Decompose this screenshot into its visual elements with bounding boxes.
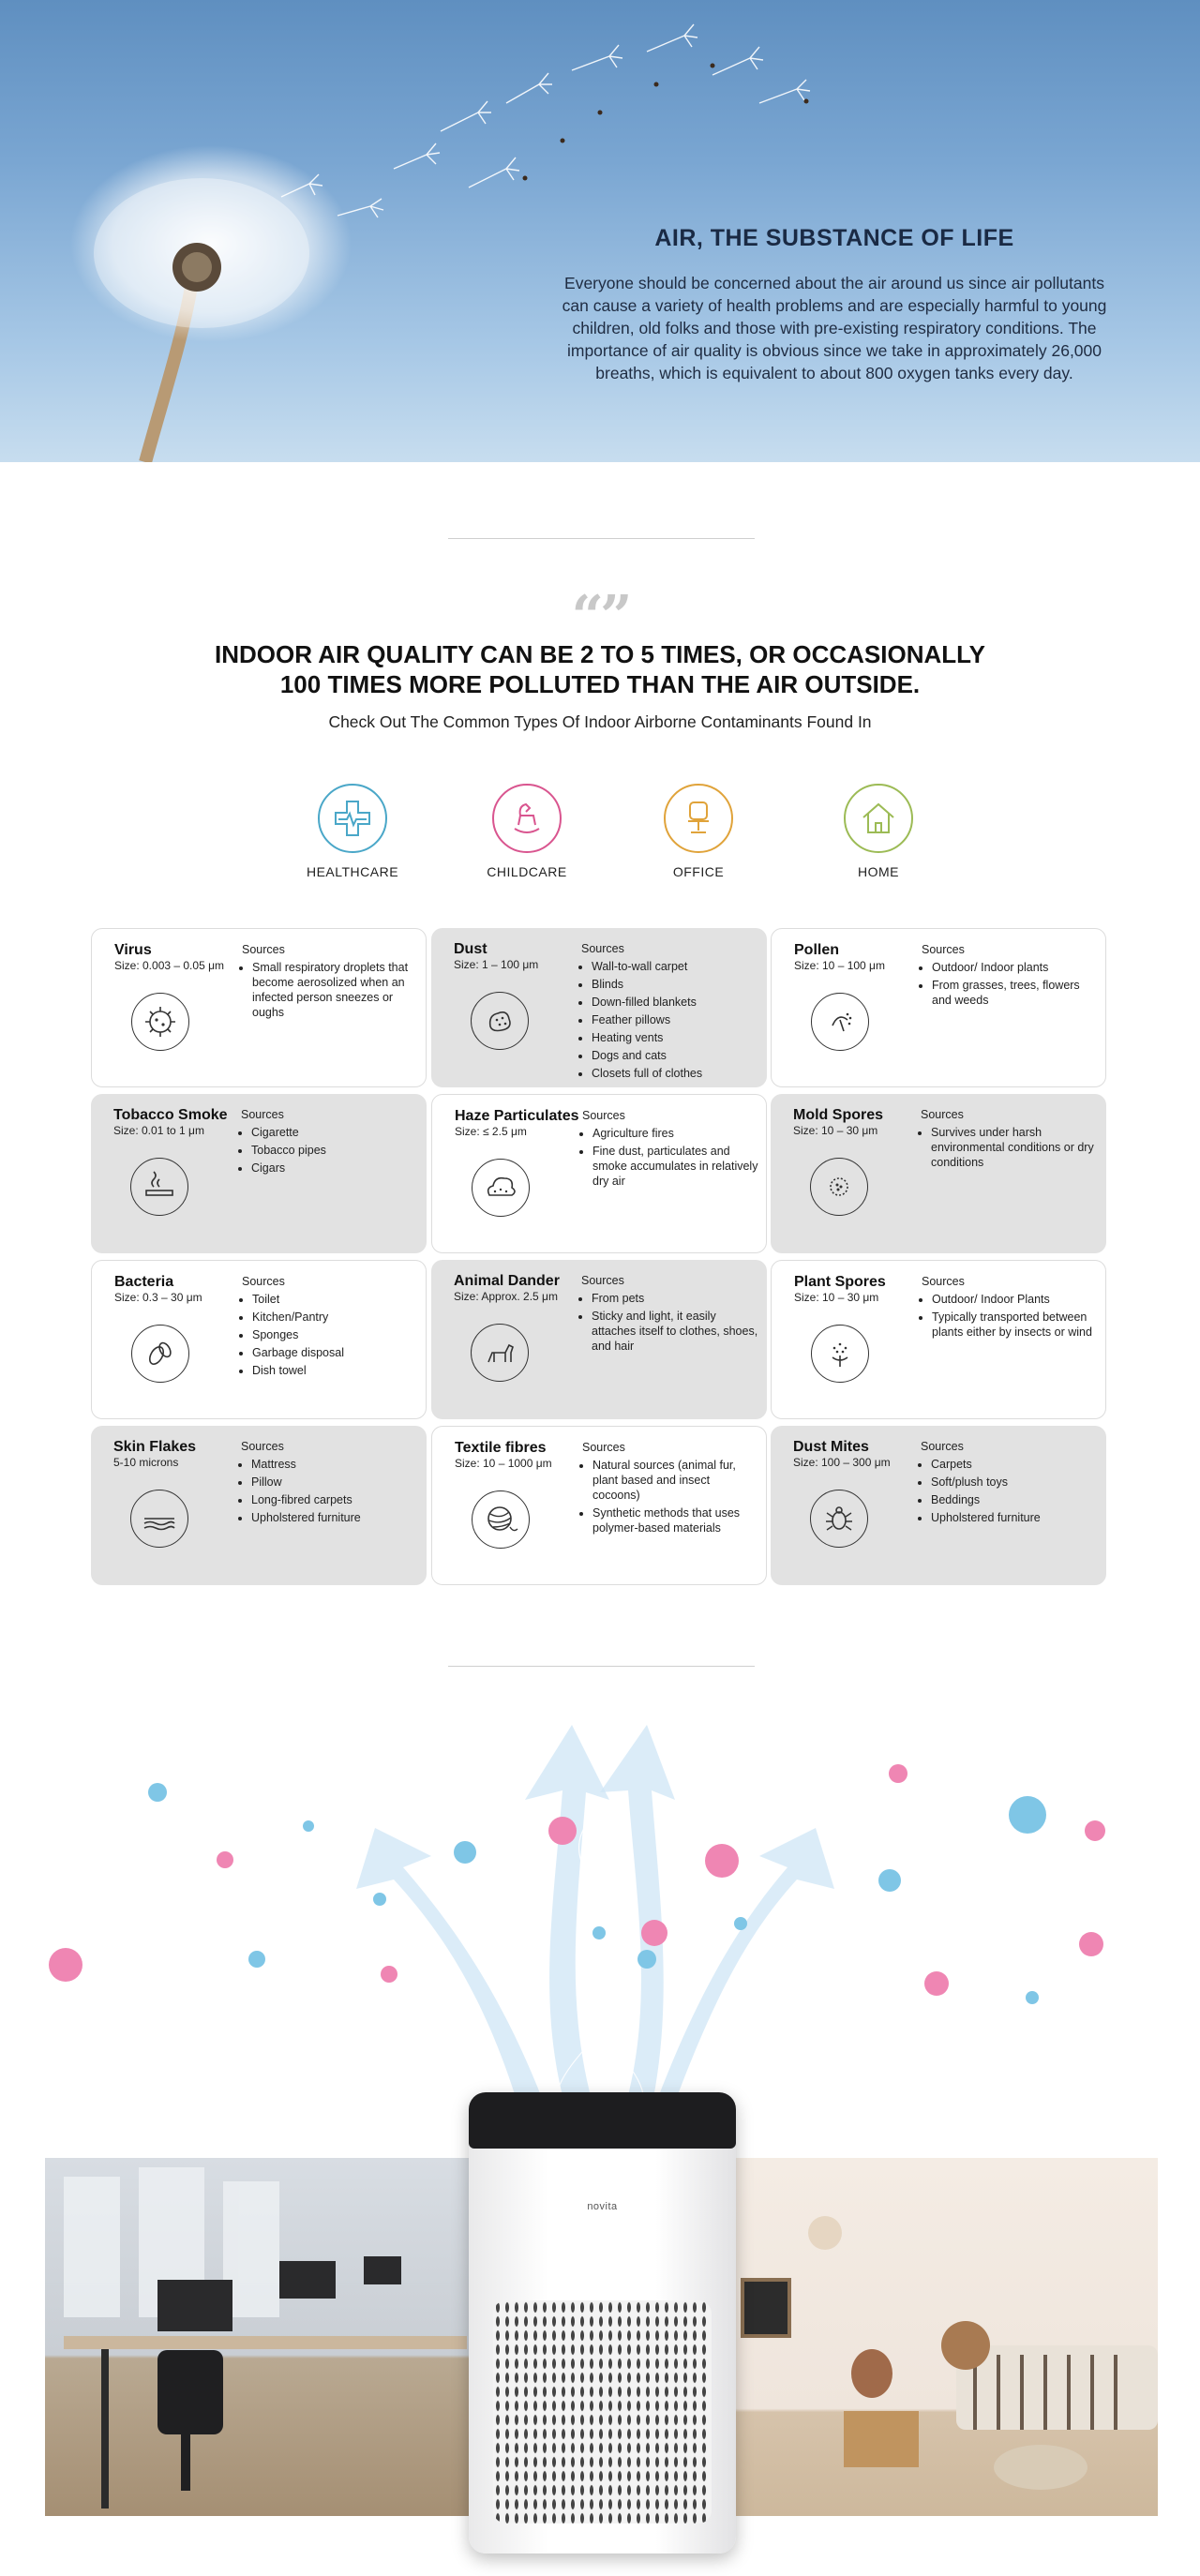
- contaminant-size: Size: 0.003 – 0.05 μm: [114, 959, 224, 972]
- source-item: • Cigarette: [251, 1125, 419, 1140]
- cigarette-icon: [130, 1158, 188, 1216]
- air-purifier: [469, 2092, 736, 2554]
- source-item: • Small respiratory droplets that become aerosolized when an infected person sneezes or oughs: [252, 960, 420, 1020]
- section-divider: [448, 538, 755, 539]
- place-healthcare: [287, 784, 418, 879]
- sources-block: [242, 942, 420, 1023]
- source-item: • From pets: [592, 1291, 759, 1306]
- source-item: • Toilet: [252, 1292, 420, 1307]
- pollen-icon: [811, 993, 869, 1051]
- source-item: • Natural sources (animal fur, plant based and insect cocoons): [592, 1458, 760, 1503]
- place-label: HOME: [858, 864, 899, 879]
- dust-mite-icon: [810, 1490, 868, 1548]
- plant-spore-icon: [811, 1325, 869, 1383]
- purifier-top-vent: [469, 2092, 736, 2149]
- sources-label: Sources: [242, 943, 285, 956]
- yarn-ball-icon: [472, 1490, 530, 1549]
- source-item: • Carpets: [931, 1457, 1099, 1472]
- sources-block: [582, 1440, 760, 1538]
- contaminant-size: Size: 10 – 1000 μm: [455, 1457, 552, 1470]
- section-subheadline: Check Out The Common Types Of Indoor Airborne Contaminants Found In: [328, 712, 872, 731]
- contaminant-size: Size: 0.01 to 1 μm: [113, 1124, 204, 1137]
- sources-block: [921, 1107, 1099, 1173]
- source-item: • Dogs and cats: [592, 1048, 759, 1063]
- contaminant-name: Pollen: [794, 942, 840, 958]
- office-chair-icon: [664, 784, 733, 853]
- contaminant-name: Plant Spores: [794, 1274, 886, 1290]
- hero-description: Everyone should be concerned about the air around us since air pollutants can cause a variety of health problems and are especially harmful to young children, old folks and those with pre-existing respiratory conditions. The importance of air quality is obvious since we take in approximately 26,000 breaths, which is equivalent to about 800 oxygen tanks every day.: [562, 274, 1107, 382]
- contaminant-size: Size: 100 – 300 μm: [793, 1456, 891, 1469]
- source-item: • Sponges: [252, 1327, 420, 1342]
- contaminant-name: Textile fibres: [455, 1440, 547, 1456]
- contaminant-name: Tobacco Smoke: [113, 1107, 228, 1123]
- dust-icon: [471, 992, 529, 1050]
- source-item: • Blinds: [592, 977, 759, 992]
- skin-layers-icon: [130, 1490, 188, 1548]
- haze-cloud-icon: [472, 1159, 530, 1217]
- source-item: • Sticky and light, it easily attaches itself to clothes, shoes, and hair: [592, 1309, 759, 1354]
- source-item: • Garbage disposal: [252, 1345, 420, 1360]
- source-item: • Closets full of clothes: [592, 1066, 759, 1081]
- house-icon: [844, 784, 913, 853]
- source-item: • Heating vents: [592, 1030, 759, 1045]
- source-item: • Agriculture fires: [592, 1126, 760, 1141]
- source-item: • Soft/plush toys: [931, 1475, 1099, 1490]
- virus-icon: [131, 993, 189, 1051]
- purifier-grille: [493, 2300, 712, 2524]
- sources-block: [921, 1439, 1099, 1528]
- contaminant-name: Mold Spores: [793, 1107, 884, 1123]
- contaminant-size: Size: 1 – 100 μm: [454, 958, 539, 971]
- contaminant-card-virus: [91, 928, 427, 1087]
- sources-block: [242, 1274, 420, 1381]
- sources-block: [241, 1107, 419, 1178]
- hero-title: AIR, THE SUBSTANCE OF LIFE: [654, 225, 1014, 251]
- contaminant-card-skin-flakes: [91, 1426, 427, 1585]
- sources-block: [241, 1439, 419, 1528]
- contaminant-name: Skin Flakes: [113, 1439, 197, 1455]
- contaminant-card-haze-particulates: [431, 1094, 767, 1253]
- source-item: • Long-fibred carpets: [251, 1492, 419, 1507]
- contaminant-card-plant-spores: [771, 1260, 1106, 1419]
- sources-label: Sources: [922, 943, 965, 956]
- contaminant-card-dust-mites: [771, 1426, 1106, 1585]
- section-divider: [448, 1666, 755, 1667]
- sources-block: [581, 941, 759, 1084]
- source-item: • Upholstered furniture: [931, 1510, 1099, 1525]
- source-item: • Synthetic methods that uses polymer-based materials: [592, 1505, 760, 1535]
- place-label: OFFICE: [672, 864, 725, 879]
- source-item: • Outdoor/ Indoor Plants: [932, 1292, 1100, 1307]
- purifier-visual: [0, 1687, 1200, 2576]
- source-item: • Beddings: [931, 1492, 1099, 1507]
- contaminant-name: Haze Particulates: [455, 1108, 579, 1124]
- medical-cross-icon: [318, 784, 387, 853]
- source-item: • Pillow: [251, 1475, 419, 1490]
- contaminant-card-bacteria: [91, 1260, 427, 1419]
- place-label: HEALTHCARE: [306, 864, 399, 879]
- source-item: • Outdoor/ Indoor plants: [932, 960, 1100, 975]
- sources-label: Sources: [922, 1275, 965, 1288]
- source-item: • Typically transported between plants either by insects or wind: [932, 1310, 1100, 1340]
- source-item: • Down-filled blankets: [592, 995, 759, 1010]
- source-item: • Upholstered furniture: [251, 1510, 419, 1525]
- sources-label: Sources: [582, 1109, 625, 1122]
- contaminant-size: Size: 0.3 – 30 μm: [114, 1291, 202, 1304]
- contaminant-name: Dust Mites: [793, 1439, 869, 1455]
- contaminant-card-pollen: [771, 928, 1106, 1087]
- hero-banner: [0, 0, 1200, 462]
- place-home: [813, 784, 944, 879]
- rocking-horse-icon: [492, 784, 562, 853]
- contaminant-size: 5-10 microns: [113, 1456, 179, 1469]
- sources-label: Sources: [921, 1108, 964, 1121]
- mold-spore-icon: [810, 1158, 868, 1216]
- office-scene-photo: [45, 2158, 471, 2516]
- contaminant-card-mold-spores: [771, 1094, 1106, 1253]
- sources-block: [922, 942, 1100, 1011]
- contaminant-size: Size: 10 – 30 μm: [793, 1124, 878, 1137]
- contaminant-card-dust: [431, 928, 767, 1087]
- bacteria-icon: [131, 1325, 189, 1383]
- source-item: • From grasses, trees, flowers and weeds: [932, 978, 1100, 1008]
- place-label: CHILDCARE: [487, 864, 567, 879]
- living-room-photo: [731, 2158, 1158, 2516]
- sources-block: [581, 1273, 759, 1356]
- source-item: • Mattress: [251, 1457, 419, 1472]
- contaminant-card-textile-fibres: [431, 1426, 767, 1585]
- sources-block: [922, 1274, 1100, 1342]
- sources-block: [582, 1108, 760, 1191]
- contaminant-size: Size: ≤ 2.5 μm: [455, 1125, 527, 1138]
- source-item: • Survives under harsh environmental conditions or dry conditions: [931, 1125, 1099, 1170]
- contaminant-name: Virus: [114, 942, 152, 958]
- section-headline: INDOOR AIR QUALITY CAN BE 2 TO 5 TIMES, OR OCCASIONALLY 100 TIMES MORE POLLUTED THAN THE AIR OUTSIDE.: [215, 640, 985, 698]
- sources-label: Sources: [241, 1108, 284, 1121]
- source-item: • Dish towel: [252, 1363, 420, 1378]
- contaminant-card-animal-dander: [431, 1260, 767, 1419]
- dog-icon: [471, 1324, 529, 1382]
- contaminant-name: Dust: [454, 941, 488, 957]
- sources-label: Sources: [241, 1440, 284, 1453]
- sources-label: Sources: [242, 1275, 285, 1288]
- source-item: • Cigars: [251, 1161, 419, 1176]
- sources-label: Sources: [921, 1440, 964, 1453]
- place-office: [633, 784, 764, 879]
- source-item: • Tobacco pipes: [251, 1143, 419, 1158]
- place-childcare: [461, 784, 592, 879]
- contaminant-card-tobacco-smoke: [91, 1094, 427, 1253]
- source-item: • Feather pillows: [592, 1012, 759, 1027]
- sources-label: Sources: [581, 942, 624, 955]
- source-item: • Fine dust, particulates and smoke accumulates in relatively dry air: [592, 1144, 760, 1189]
- sources-label: Sources: [582, 1441, 625, 1454]
- sources-label: Sources: [581, 1274, 624, 1287]
- contaminant-size: Size: Approx. 2.5 μm: [454, 1290, 558, 1303]
- contaminant-name: Bacteria: [114, 1274, 174, 1290]
- contaminant-size: Size: 10 – 100 μm: [794, 959, 885, 972]
- source-item: • Wall-to-wall carpet: [592, 959, 759, 974]
- source-item: • Kitchen/Pantry: [252, 1310, 420, 1325]
- contaminant-name: Animal Dander: [454, 1273, 560, 1289]
- contaminant-size: Size: 10 – 30 μm: [794, 1291, 879, 1304]
- quote-mark-icon: “”: [571, 584, 629, 650]
- purifier-brand: novita: [587, 2201, 618, 2212]
